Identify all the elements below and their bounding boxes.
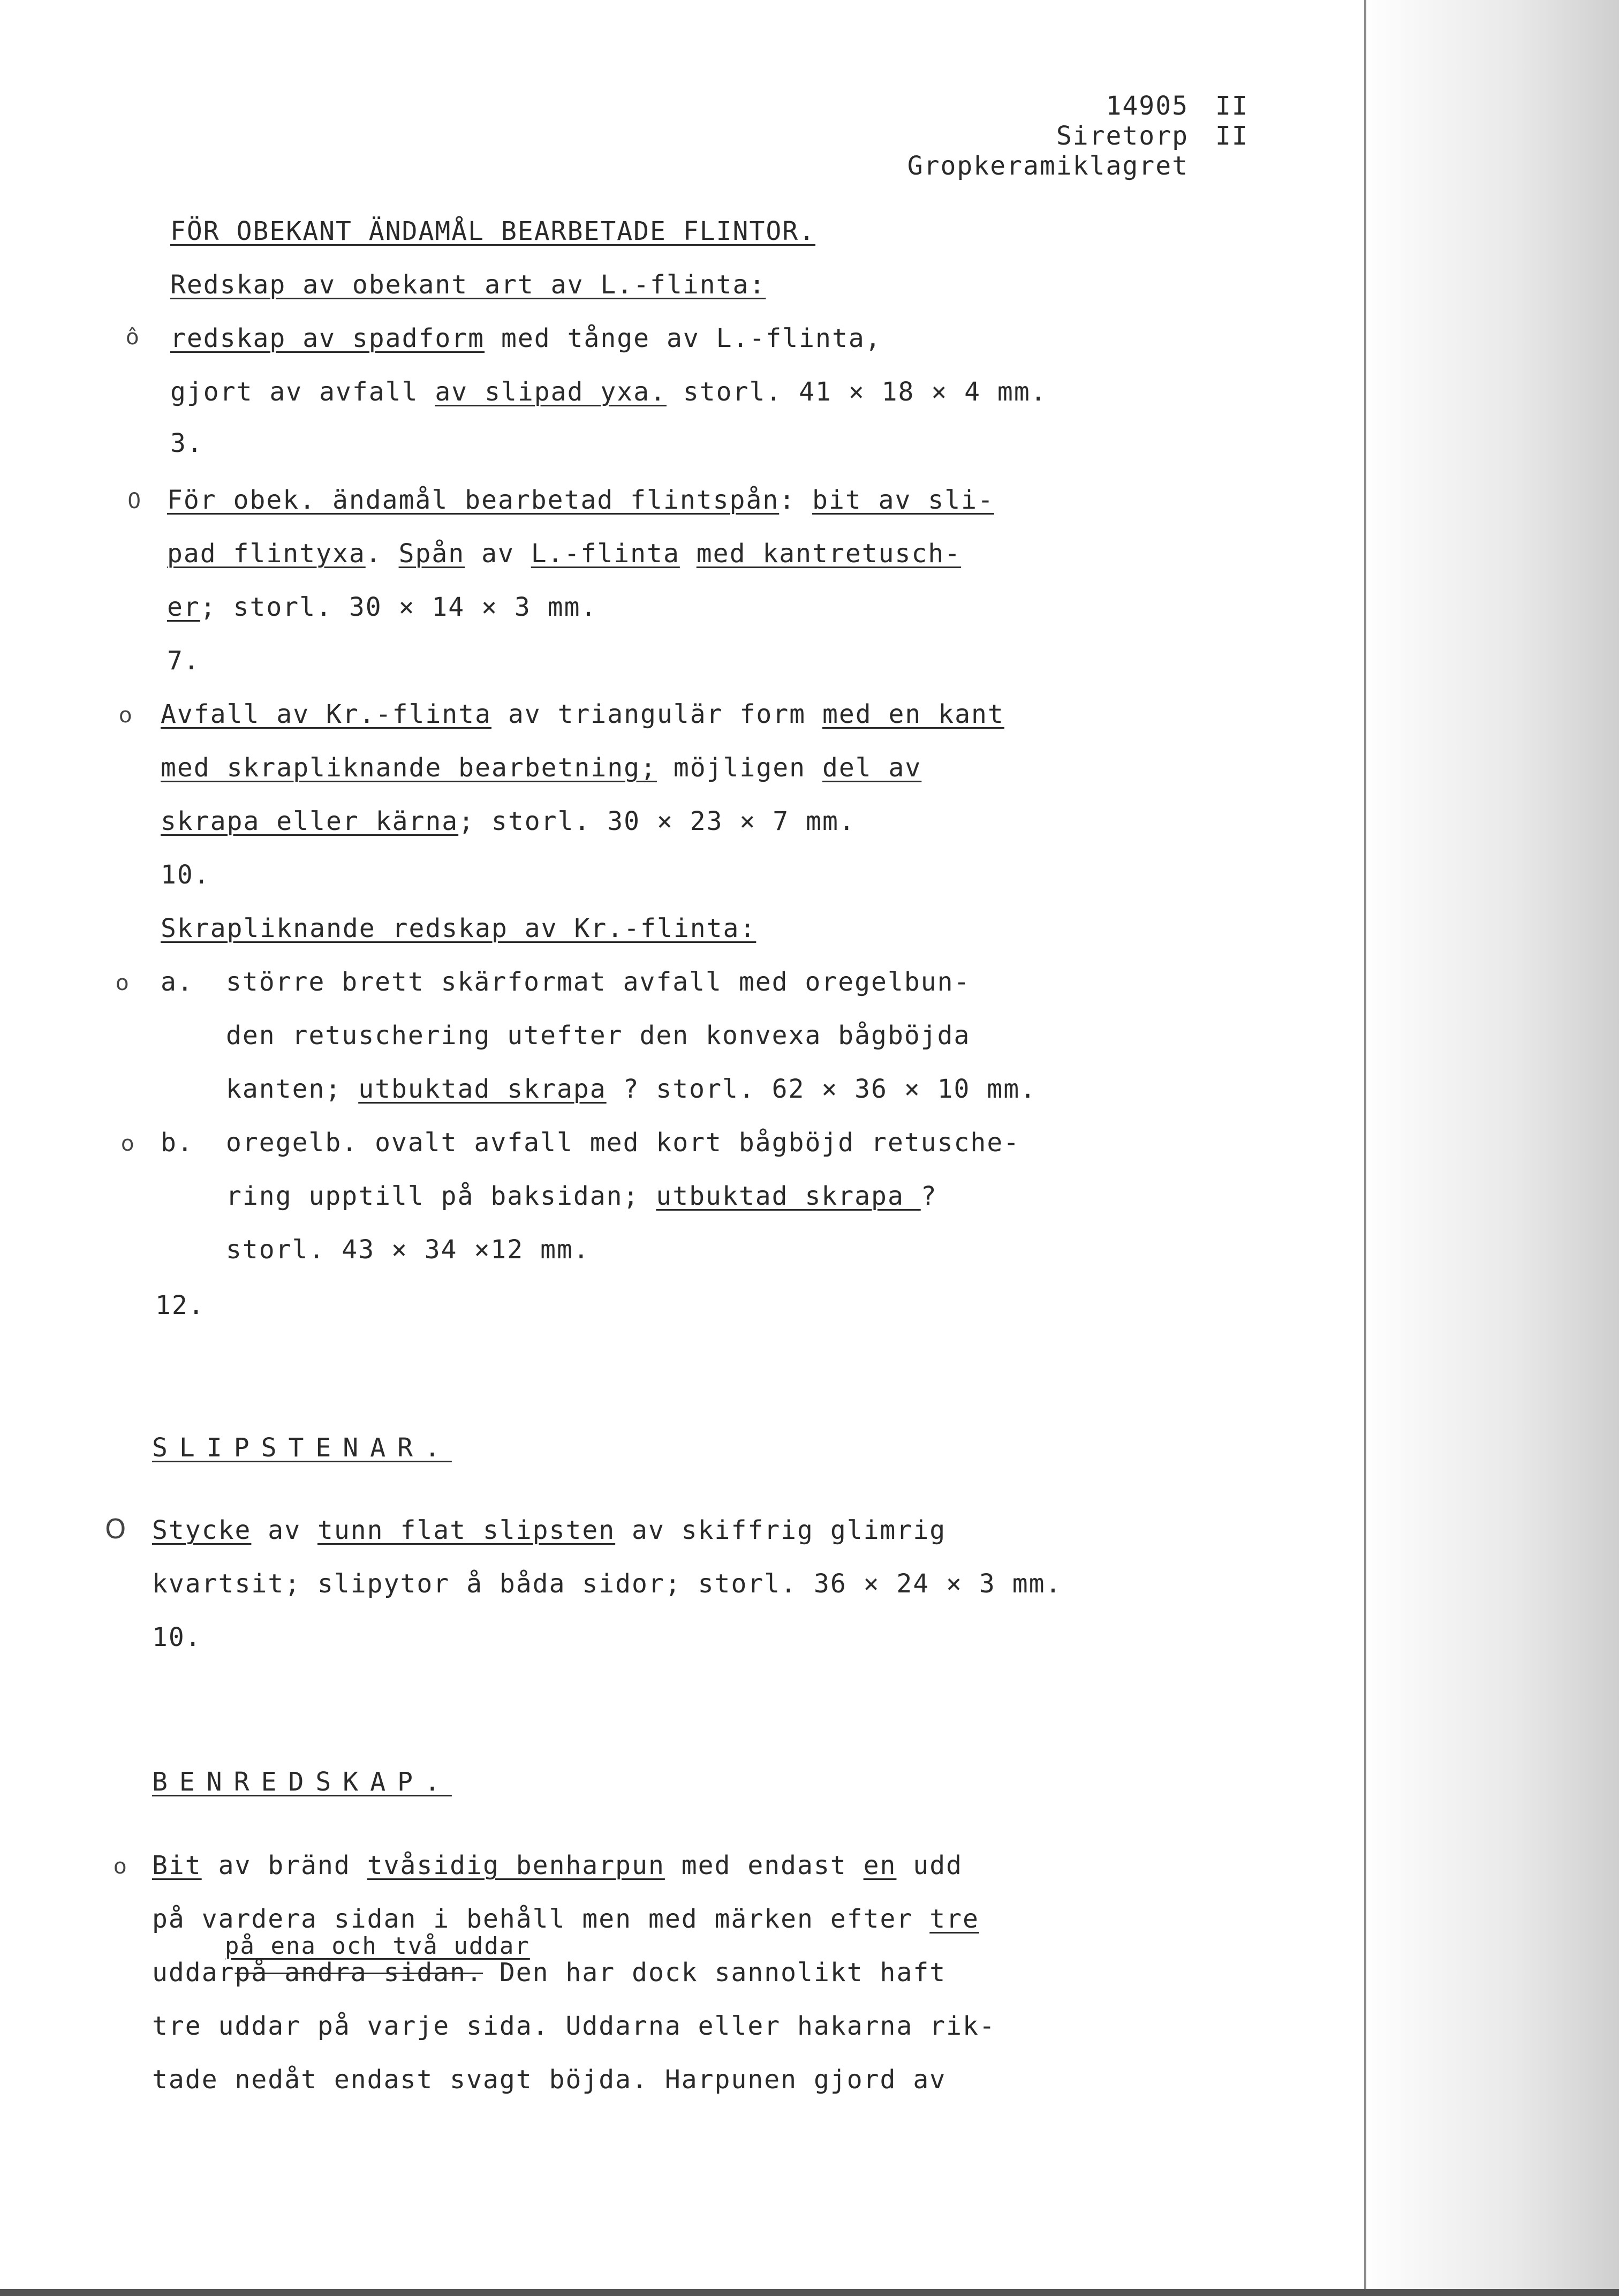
item2-number: 7. — [167, 646, 200, 676]
item-b-line1: oregelb. ovalt avfall med kort bågböjd retusche- — [226, 1128, 1020, 1158]
section-heading-bone-tools: BENREDSKAP. — [152, 1767, 452, 1797]
roman-numeral-2: II — [1215, 121, 1249, 151]
item2-line3: er; storl. 30 × 14 × 3 mm. — [167, 592, 597, 622]
item-a-label: a. — [161, 967, 194, 997]
item3-line2: med skrapliknande bearbetning; möjligen del av — [161, 753, 922, 783]
margin-mark-2: 0 — [127, 489, 141, 513]
whetstone-line2: kvartsit; slipytor å båda sidor; storl. 36 × 24 × 3 mm. — [152, 1569, 1062, 1599]
margin-mark-6: O — [105, 1514, 126, 1545]
item1-line1: redskap av spadform med tånge av L.-flinta, — [170, 323, 882, 353]
bone-line2: på vardera sidan i behåll men med märken efter tre — [152, 1904, 979, 1934]
header-roman-block — [1215, 91, 1249, 151]
item-b-label: b. — [161, 1128, 194, 1158]
margin-mark-1: ô — [126, 325, 139, 350]
bottom-strip — [0, 2289, 1619, 2296]
scraper-number: 12. — [155, 1290, 205, 1320]
whetstone-number: 10. — [152, 1622, 202, 1652]
item2-line2: pad flintyxa. Spån av L.-flinta med kantretusch- — [167, 539, 962, 569]
section-heading-whetstones: SLIPSTENAR. — [152, 1433, 452, 1463]
section-heading-flint: FÖR OBEKANT ÄNDAMÅL BEARBETADE FLINTOR. — [170, 216, 816, 246]
item3-number: 10. — [161, 860, 210, 890]
bone-line3: uddarpå andra sidan. Den har dock sannolikt haft — [152, 1958, 947, 1988]
margin-mark-7: o — [114, 1854, 127, 1879]
margin-mark-4: o — [116, 971, 129, 995]
bone-line5: tade nedåt endast svagt böjda. Harpunen gjord av — [152, 2065, 947, 2095]
item-b-line2: ring upptill på baksidan; utbuktad skrapa ? — [226, 1181, 937, 1211]
site-name: Siretorp — [1056, 121, 1189, 151]
item-b-line3: storl. 43 × 34 ×12 mm. — [226, 1235, 590, 1265]
bone-line1: Bit av bränd tvåsidig benharpun med endast en udd — [152, 1851, 963, 1880]
whetstone-line1: Stycke av tunn flat slipsten av skiffrig glimrig — [152, 1515, 947, 1545]
bone-insertion: på ena och två uddar — [225, 1932, 530, 1960]
header-block — [889, 91, 1189, 181]
item-a-line1: större brett skärformat avfall med oregelbun- — [226, 967, 971, 997]
item-a-line2: den retuschering utefter den konvexa bågböjda — [226, 1021, 971, 1051]
item3-line1: Avfall av Kr.-flinta av triangulär form med en kant — [161, 699, 1004, 729]
archive-number: 14905 — [1106, 91, 1189, 121]
subheading-unknown-tools: Redskap av obekant art av L.-flinta: — [170, 270, 766, 300]
subheading-scraper-tools: Skrapliknande redskap av Kr.-flinta: — [161, 913, 756, 943]
item3-line3: skrapa eller kärna; storl. 30 × 23 × 7 mm. — [161, 806, 856, 836]
item-a-line3: kanten; utbuktad skrapa ? storl. 62 × 36 × 10 mm. — [226, 1074, 1037, 1104]
margin-mark-5: o — [121, 1131, 134, 1156]
layer-name: Gropkeramiklagret — [907, 151, 1189, 181]
page-edge-line — [1364, 0, 1366, 2296]
item2-line1: För obek. ändamål bearbetad flintspån: bit av sli- — [167, 485, 994, 515]
item1-line2: gjort av avfall av slipad yxa. storl. 41 × 18 × 4 mm. — [170, 377, 1047, 407]
item1-term: redskap av spadform — [170, 323, 485, 353]
roman-numeral-1: II — [1215, 91, 1249, 121]
margin-mark-3: o — [119, 703, 132, 728]
item1-number: 3. — [170, 428, 203, 458]
bone-line4: tre uddar på varje sida. Uddarna eller hakarna rik- — [152, 2011, 996, 2041]
page-edge-shadow — [1360, 0, 1619, 2296]
